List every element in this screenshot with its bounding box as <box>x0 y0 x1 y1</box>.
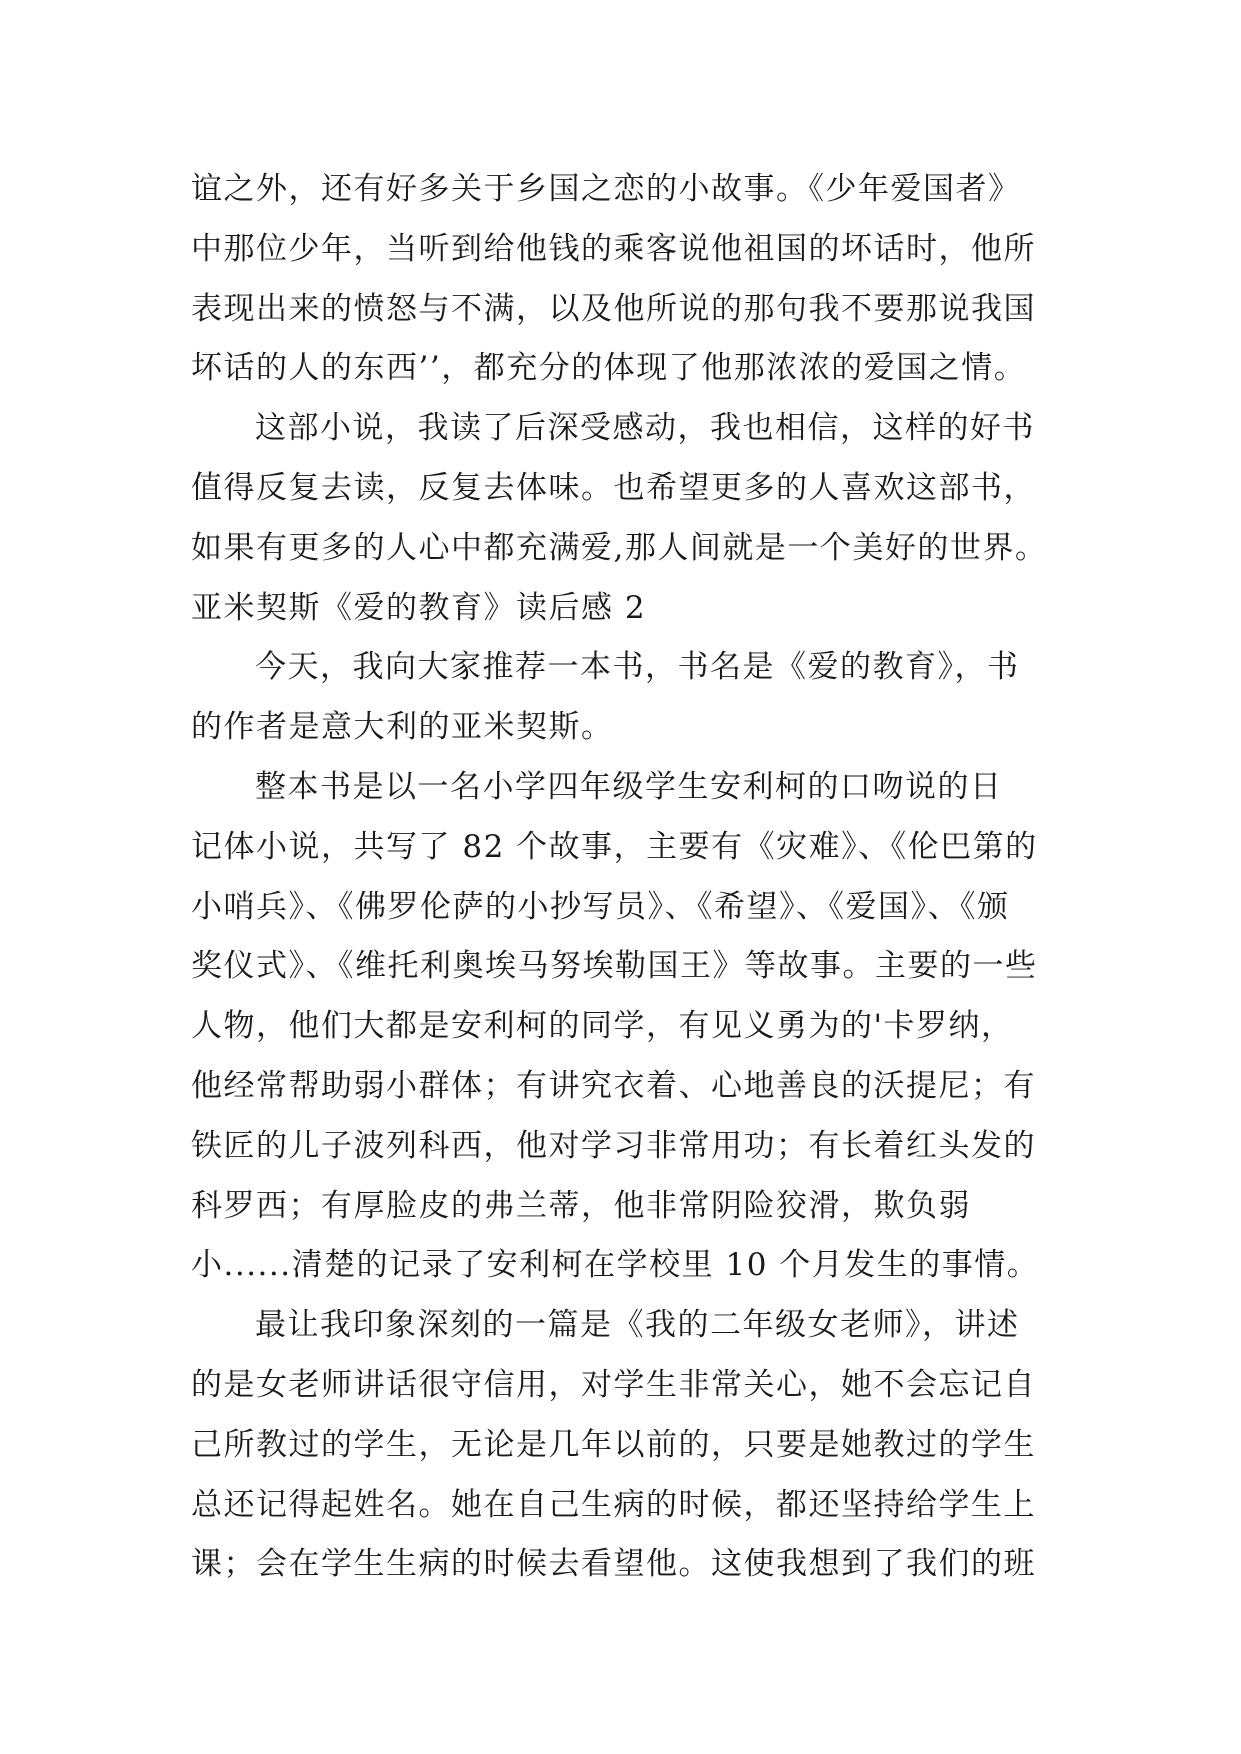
text-line: 的是女老师讲话很守信用，对学生非常关心，她不会忘记自 <box>191 1366 1036 1403</box>
text-line: 最让我印象深刻的一篇是《我的二年级女老师》，讲述 <box>255 1307 1020 1344</box>
text-line: 记体小说，共写了 82 个故事，主要有《灾难》、《伦巴第的 <box>191 828 1038 865</box>
text-line: 谊之外，还有好多关于乡国之恋的小故事。《少年爱国者》 <box>191 171 1021 207</box>
text-line: 这部小说，我读了后深受感动，我也相信，这样的好书 <box>255 410 1035 447</box>
text-line: 他经常帮助弱小群体；有讲究衣着、心地善良的沃提尼；有 <box>191 1067 1036 1104</box>
text-line: 今天，我向大家推荐一本书，书名是《爱的教育》，书 <box>255 649 1020 686</box>
text-line: 总还记得起姓名。她在自己生病的时候，都还坚持给学生上 <box>191 1486 1036 1523</box>
text-line: 小哨兵》、《佛罗伦萨的小抄写员》、《希望》、《爱国》、《颁 <box>191 888 1010 925</box>
text-line: 亚米契斯《爱的教育》读后感 2 <box>191 589 647 626</box>
document-body <box>191 160 1051 1595</box>
text-line: 表现出来的愤怒与不满，以及他所说的那句我不要那说我国 <box>191 290 1036 327</box>
text-line: 小......清楚的记录了安利柯在学校里 10 个月发生的事情。 <box>191 1247 1040 1284</box>
text-line: 铁匠的儿子波列科西，他对学习非常用功；有长着红头发的 <box>191 1127 1036 1164</box>
text-line: 人物，他们大都是安利柯的同学，有见义勇为的'卡罗纳， <box>191 1008 1014 1045</box>
text-line: 值得反复去读，反复去体味。也希望更多的人喜欢这部书， <box>191 469 1036 506</box>
text-line: 中那位少年，当听到给他钱的乘客说他祖国的坏话时，他所 <box>191 230 1036 267</box>
text-line: 的作者是意大利的亚米契斯。 <box>191 709 614 746</box>
text-line: 如果有更多的人心中都充满爱,那人间就是一个美好的世界。 <box>191 529 1048 566</box>
text-line: 整本书是以一名小学四年级学生安利柯的口吻说的日 <box>255 768 1003 805</box>
text-line: 坏话的人的东西’’，都充分的体现了他那浓浓的爱国之情。 <box>191 350 1027 387</box>
text-line: 奖仪式》、《维托利奥埃马努埃勒国王》等故事。主要的一些 <box>191 948 1038 985</box>
text-line: 己所教过的学生，无论是几年以前的，只要是她教过的学生 <box>191 1426 1036 1463</box>
text-line: 课；会在学生生病的时候去看望他。这使我想到了我们的班 <box>191 1546 1036 1583</box>
text-line: 科罗西；有厚脸皮的弗兰蒂，他非常阴险狡滑，欺负弱 <box>191 1187 971 1224</box>
